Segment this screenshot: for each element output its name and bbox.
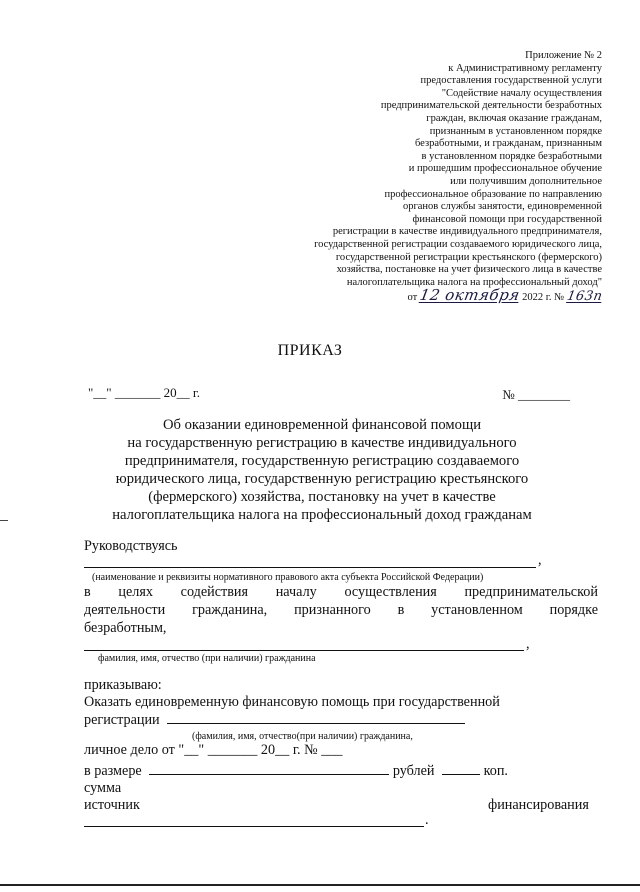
page-bottom-edge [0, 884, 640, 886]
subject-line: (фермерского) хозяйства, постановку на учет в качестве [148, 489, 496, 505]
margin-mark [0, 520, 8, 521]
citizen-caption: фамилия, имя, отчество (при наличии) гражданина [98, 653, 316, 664]
word: осуществления [344, 584, 437, 600]
handwritten-date: 12 октября [418, 286, 522, 305]
registration-blank [167, 711, 465, 724]
subject-line: налогоплательщика налога на профессиональный доход гражданам [112, 507, 532, 523]
sum-label: сумма [84, 780, 122, 796]
guided-by-label: Руководствуясь [84, 538, 178, 554]
order-date-field: "__" _______ 20__ г. [88, 385, 200, 400]
registration-label: регистрации [84, 712, 160, 728]
case-line: личное дело от "__" _______ 20__ г. № ___ [84, 742, 343, 758]
appendix-line: профессиональное образование по направлению [384, 188, 602, 200]
source-label: источник [84, 797, 140, 813]
purpose-line-2 [84, 602, 598, 619]
appendix-line: государственной регистрации крестьянского (фермерского) [335, 251, 602, 263]
year-text: 2022 г. № [522, 292, 565, 304]
order-number-field: № ________ [502, 387, 570, 402]
source-blank-line [84, 826, 424, 827]
financing-label: финансирования [488, 797, 589, 813]
subject-line: на государственную регистрацию в качестве индивидуального [127, 435, 517, 451]
amount-line [84, 762, 508, 780]
appendix-line: хозяйства, постановке на учет физического лица в качестве [336, 264, 602, 276]
registration-line [84, 711, 465, 729]
appendix-line: государственной регистрации создаваемого юридического лица, [314, 238, 602, 250]
word: гражданина, [192, 602, 268, 618]
subject-line: юридического лица, государственную регистрацию крестьянского [115, 471, 529, 487]
kop-label: коп. [483, 763, 508, 779]
comma-mark: , [526, 636, 530, 652]
citizen-blank-line [84, 650, 524, 651]
appendix-header [272, 50, 602, 305]
word: началу [275, 584, 317, 600]
appendix-line: предоставления государственной услуги [420, 75, 602, 87]
appendix-line: и прошедшим профессиональное обучение [408, 163, 602, 175]
act-caption: (наименование и реквизиты нормативного правового акта субъекта Российской Федерации) [92, 572, 484, 583]
provide-text: Оказать единовременную финансовую помощь при государственной [84, 694, 500, 710]
appendix-line: предпринимательской деятельности безработных [380, 100, 602, 112]
appendix-line: Приложение № 2 [525, 50, 602, 61]
act-blank-line [84, 567, 536, 568]
word: деятельности [84, 602, 166, 618]
appendix-line: регистрации в качестве индивидуального предпринимателя, [332, 226, 602, 238]
appendix-line: органов службы занятости, единовременной [402, 201, 602, 213]
amount-blank [149, 762, 389, 775]
order-subject [82, 416, 562, 524]
word: в [397, 602, 405, 618]
amount-prefix: в размере [84, 763, 142, 779]
appendix-line: или получившим дополнительное [450, 175, 602, 187]
word: содействия [180, 584, 249, 600]
comma-mark: , [538, 552, 542, 568]
order-word: приказываю: [84, 677, 162, 693]
kop-blank [442, 762, 480, 775]
subject-line: предпринимателя, государственную регистрацию создаваемого [124, 453, 520, 469]
document-title: ПРИКАЗ [277, 342, 343, 359]
appendix-line: к Административному регламенту [448, 62, 602, 74]
appendix-line: безработными, и гражданам, признанным [414, 138, 602, 150]
purpose-line-1 [84, 584, 598, 601]
word: порядке [549, 602, 598, 618]
subject-line: Об оказании единовременной финансовой помощи [162, 417, 482, 433]
word: в [84, 584, 91, 600]
date-prefix: от [407, 292, 418, 304]
appendix-line: "Содействие началу осуществления [441, 87, 602, 99]
appendix-line: в установленном порядке безработными [421, 150, 602, 162]
end-dot: . [425, 812, 429, 828]
rubles-label: рублей [392, 763, 435, 779]
appendix-line: граждан, включая оказание гражданам, [426, 112, 602, 124]
appendix-line: признанным в установленном порядке [429, 125, 602, 137]
citizen-caption-2: (фамилия, имя, отчество(при наличии) гражданина, [192, 731, 413, 742]
purpose-line-3: безработным, [84, 620, 167, 636]
appendix-date-line [272, 286, 604, 305]
appendix-line: налогоплательщика налога на профессиональный доход" [346, 276, 602, 288]
word: целях [118, 584, 153, 600]
handwritten-number: 163п [565, 289, 604, 305]
word: признанного [294, 602, 371, 618]
word: установленном [431, 602, 523, 618]
appendix-line: финансовой помощи при государственной [412, 213, 602, 225]
word: предпринимательской [464, 584, 598, 600]
